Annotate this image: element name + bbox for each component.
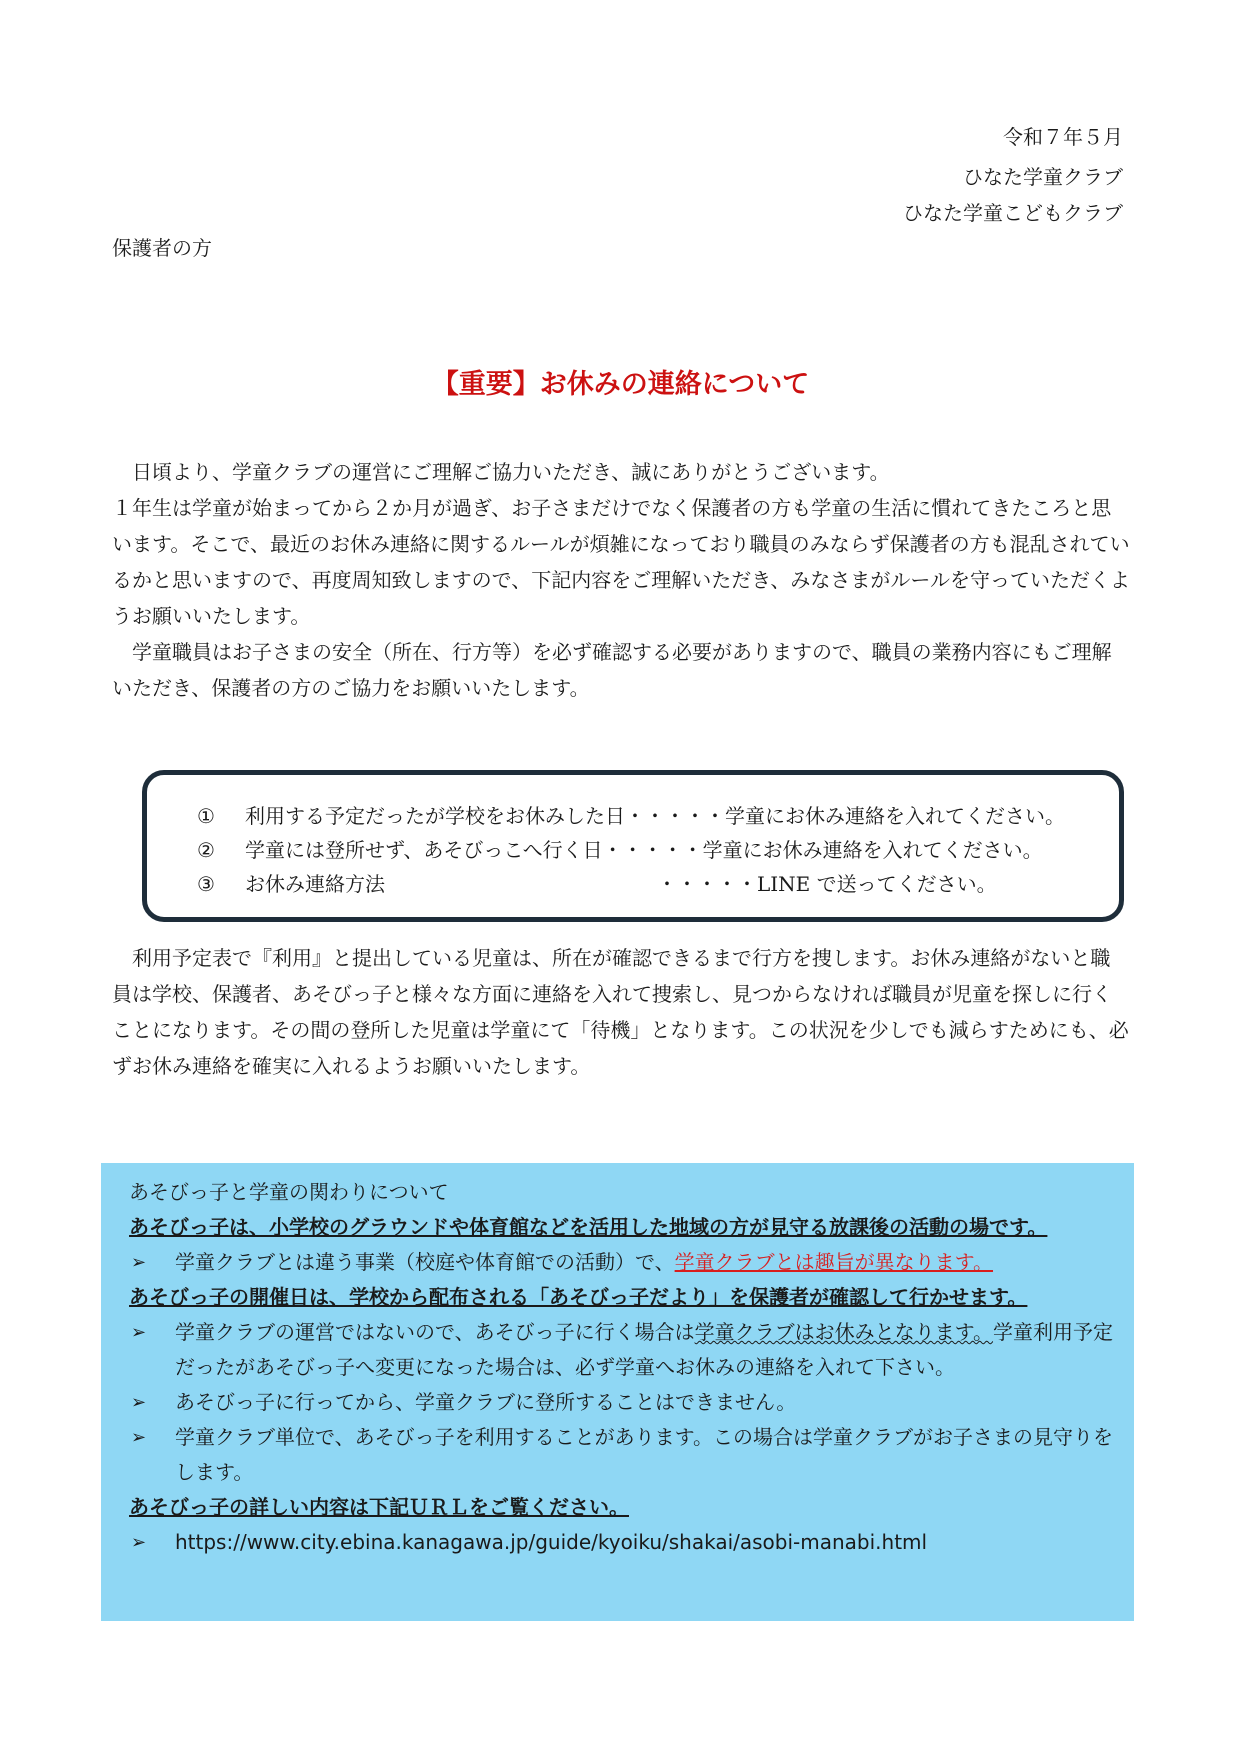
rule-item bbox=[197, 801, 1065, 831]
rule-item bbox=[197, 869, 997, 899]
intro-paragraph-1: 日頃より、学童クラブの運営にご理解ご協力いただき、誠にありがとうございます。 bbox=[132, 460, 890, 484]
search-paragraph: 利用予定表で『利用』と提出している児童は、所在が確認できるまで行方を捜します。お休み連絡がないと職員は学校、保護者、あそびっ子と様々な方面に連絡を入れて捜索し、見つからなければ職員が児童を探しに行くことになります。その間の登所した児童は学童にて「待機」となります。この状況を少しでも減らすためにも、必ずお休み連絡を確実に入れるようお願いいたします。 bbox=[112, 946, 1129, 1078]
info-heading: あそびっ子と学童の関わりについて bbox=[129, 1180, 449, 1204]
rules-box bbox=[142, 770, 1124, 922]
info-bullet-4: ➢ 学童クラブ単位で、あそびっ子を利用することがあります。この場合は学童クラブがお子さまの見守りをします。 bbox=[129, 1420, 1114, 1490]
info-url-item bbox=[129, 1525, 1114, 1560]
info-panel bbox=[101, 1163, 1134, 1621]
search-section bbox=[112, 940, 1130, 1084]
rule-label: 利用する予定だったが学校をお休みした日 bbox=[245, 804, 625, 828]
sender-org-1: ひなた学童クラブ bbox=[963, 165, 1123, 189]
info-line-3: あそびっ子の詳しい内容は下記ＵＲＬをご覧ください。 bbox=[129, 1495, 629, 1519]
rule-instruction: ・・・・・学童にお休み連絡を入れてください。 bbox=[602, 838, 1043, 862]
arrow-bullet-icon: ➢ bbox=[131, 1322, 147, 1343]
rule-number: ① bbox=[197, 804, 215, 828]
info-bullet-1: ➢ 学童クラブとは違う事業（校庭や体育館での活動）で、学童クラブとは趣旨が異なります。 bbox=[129, 1245, 1114, 1280]
page-title: 【重要】お休みの連絡について bbox=[431, 369, 810, 400]
intro-section bbox=[112, 454, 1130, 706]
rule-number: ② bbox=[197, 838, 215, 862]
arrow-bullet-icon: ➢ bbox=[131, 1427, 147, 1448]
info-line-1: あそびっ子は、小学校のグラウンドや体育館などを活用した地域の方が見守る放課後の活動の場です。 bbox=[129, 1215, 1048, 1239]
rule-item bbox=[197, 835, 1043, 865]
info-bullet-2: ➢ 学童クラブの運営ではないので、あそびっ子に行く場合は学童クラブはお休みとなります。学童利用予定だったがあそびっ子へ変更になった場合は、必ず学童へお休みの連絡を入れて下さい。 bbox=[129, 1315, 1114, 1385]
info-bullet-3: ➢ あそびっ子に行ってから、学童クラブに登所することはできません。 bbox=[129, 1385, 1114, 1420]
info-url-link[interactable]: https://www.city.ebina.kanagawa.jp/guide/kyoiku/shakai/asobi-manabi.html bbox=[175, 1530, 928, 1554]
arrow-bullet-icon: ➢ bbox=[131, 1252, 147, 1273]
rule-label: 学童には登所せず、あそびっこへ行く日 bbox=[245, 838, 603, 862]
arrow-bullet-icon: ➢ bbox=[131, 1392, 147, 1413]
rule-instruction: ・・・・・学童にお休み連絡を入れてください。 bbox=[625, 804, 1065, 828]
date-line: 令和７年５月 bbox=[1003, 125, 1123, 149]
rule-number: ③ bbox=[197, 872, 215, 896]
intro-paragraph-2: １年生は学童が始まってから２か月が過ぎ、お子さまだけでなく保護者の方も学童の生活に慣れてきたころと思います。そこで、最近のお休み連絡に関するルールが煩雑になっており職員のみならず保護者の方も混乱されているかと思いますので、再度周知致しますので、下記内容をご理解いただき、みなさまがルールを守っていただくようお願いいたします。 bbox=[112, 496, 1130, 628]
intro-paragraph-3: 学童職員はお子さまの安全（所在、行方等）を必ず確認する必要がありますので、職員の業務内容にもご理解いただき、保護者の方のご協力をお願いいたします。 bbox=[112, 640, 1112, 700]
rule-label: お休み連絡方法 bbox=[245, 872, 385, 896]
rule-instruction: ・・・・・LINE で送ってください。 bbox=[657, 872, 997, 896]
recipient: 保護者の方 bbox=[112, 236, 212, 260]
info-line-2: あそびっ子の開催日は、学校から配布される「あそびっ子だより」を保護者が確認して行かせます。 bbox=[129, 1285, 1028, 1309]
arrow-bullet-icon: ➢ bbox=[131, 1532, 147, 1553]
sender-org-2: ひなた学童こどもクラブ bbox=[903, 201, 1123, 225]
